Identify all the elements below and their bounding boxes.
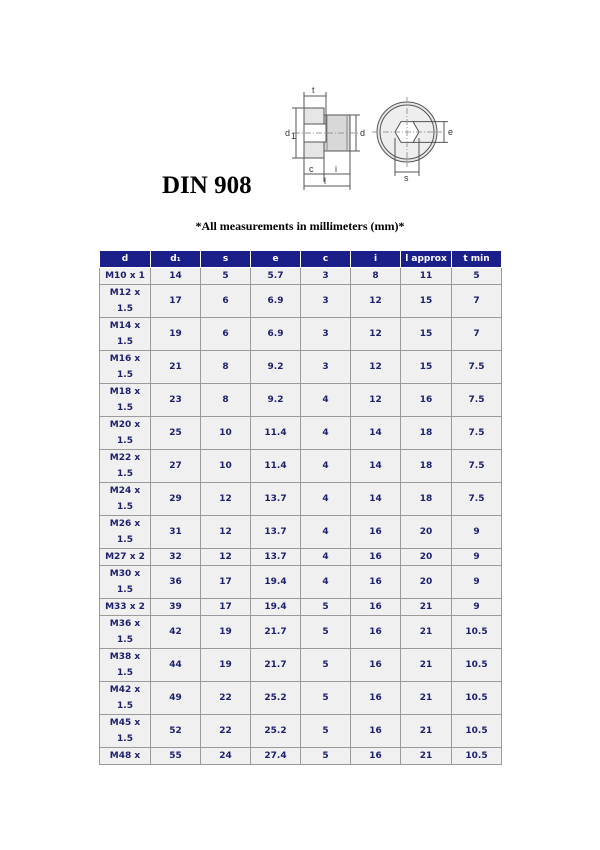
cell-d: M14 x 1.5 bbox=[100, 318, 151, 351]
table-body bbox=[100, 268, 502, 765]
cell-s: 10 bbox=[201, 450, 251, 483]
table-row bbox=[100, 351, 502, 384]
cell-d1: 42 bbox=[151, 616, 201, 649]
cell-e: 11.4 bbox=[251, 417, 301, 450]
cell-s: 6 bbox=[201, 285, 251, 318]
cell-c: 3 bbox=[301, 318, 351, 351]
cell-c: 4 bbox=[301, 384, 351, 417]
cell-t-min: 9 bbox=[452, 516, 502, 549]
header-d: d bbox=[100, 251, 151, 268]
table-row bbox=[100, 268, 502, 285]
cell-d: M30 x 1.5 bbox=[100, 566, 151, 599]
table-row bbox=[100, 599, 502, 616]
cell-i: 16 bbox=[351, 566, 401, 599]
cell-s: 6 bbox=[201, 318, 251, 351]
cell-c: 4 bbox=[301, 549, 351, 566]
header-e: e bbox=[251, 251, 301, 268]
cell-s: 12 bbox=[201, 549, 251, 566]
cell-l-approx: 18 bbox=[401, 450, 452, 483]
cell-d1: 44 bbox=[151, 649, 201, 682]
cell-s: 12 bbox=[201, 516, 251, 549]
cell-s: 5 bbox=[201, 268, 251, 285]
cell-l-approx: 16 bbox=[401, 384, 452, 417]
cell-d: M10 x 1 bbox=[100, 268, 151, 285]
cell-e: 13.7 bbox=[251, 549, 301, 566]
cell-t-min: 7.5 bbox=[452, 384, 502, 417]
cell-c: 4 bbox=[301, 516, 351, 549]
dim-label-d1: d bbox=[285, 128, 291, 138]
cell-l-approx: 18 bbox=[401, 483, 452, 516]
cell-i: 16 bbox=[351, 599, 401, 616]
cell-c: 3 bbox=[301, 285, 351, 318]
units-note: *All measurements in millimeters (mm)* bbox=[195, 219, 405, 233]
cell-i: 16 bbox=[351, 616, 401, 649]
cell-i: 14 bbox=[351, 450, 401, 483]
cell-d: M18 x 1.5 bbox=[100, 384, 151, 417]
cell-d1: 14 bbox=[151, 268, 201, 285]
side-view bbox=[292, 92, 360, 190]
cell-d: M45 x 1.5 bbox=[100, 715, 151, 748]
header-d1: d₁ bbox=[151, 251, 201, 268]
table-row bbox=[100, 417, 502, 450]
cell-c: 5 bbox=[301, 599, 351, 616]
table-row bbox=[100, 682, 502, 715]
cell-e: 6.9 bbox=[251, 285, 301, 318]
cell-t-min: 10.5 bbox=[452, 748, 502, 765]
cell-t-min: 7.5 bbox=[452, 417, 502, 450]
cell-d1: 29 bbox=[151, 483, 201, 516]
table-header-row bbox=[100, 251, 502, 268]
cell-d1: 49 bbox=[151, 682, 201, 715]
cell-l-approx: 11 bbox=[401, 268, 452, 285]
dim-label-d1-sub: 1 bbox=[291, 131, 297, 141]
cell-s: 24 bbox=[201, 748, 251, 765]
cell-s: 12 bbox=[201, 483, 251, 516]
cell-d1: 36 bbox=[151, 566, 201, 599]
cell-s: 22 bbox=[201, 715, 251, 748]
cell-e: 27.4 bbox=[251, 748, 301, 765]
cell-e: 13.7 bbox=[251, 483, 301, 516]
cell-l-approx: 20 bbox=[401, 516, 452, 549]
cell-e: 19.4 bbox=[251, 599, 301, 616]
dim-label-l: l bbox=[324, 176, 326, 186]
cell-i: 16 bbox=[351, 649, 401, 682]
table-row bbox=[100, 549, 502, 566]
cell-d: M24 x 1.5 bbox=[100, 483, 151, 516]
cell-l-approx: 18 bbox=[401, 417, 452, 450]
cell-d: M20 x 1.5 bbox=[100, 417, 151, 450]
cell-c: 5 bbox=[301, 616, 351, 649]
cell-s: 10 bbox=[201, 417, 251, 450]
table-row bbox=[100, 318, 502, 351]
cell-l-approx: 21 bbox=[401, 682, 452, 715]
table-row bbox=[100, 616, 502, 649]
cell-i: 16 bbox=[351, 549, 401, 566]
cell-i: 12 bbox=[351, 384, 401, 417]
header-l-approx: l approx bbox=[401, 251, 452, 268]
din-908-drawing bbox=[272, 82, 472, 194]
table-row bbox=[100, 566, 502, 599]
cell-l-approx: 20 bbox=[401, 549, 452, 566]
cell-t-min: 7.5 bbox=[452, 450, 502, 483]
cell-l-approx: 21 bbox=[401, 649, 452, 682]
cell-d1: 21 bbox=[151, 351, 201, 384]
cell-t-min: 7 bbox=[452, 318, 502, 351]
cell-e: 13.7 bbox=[251, 516, 301, 549]
cell-t-min: 10.5 bbox=[452, 649, 502, 682]
dimensions-table bbox=[99, 250, 502, 765]
cell-c: 3 bbox=[301, 351, 351, 384]
cell-c: 4 bbox=[301, 483, 351, 516]
cell-s: 8 bbox=[201, 351, 251, 384]
cell-s: 22 bbox=[201, 682, 251, 715]
cell-d: M27 x 2 bbox=[100, 549, 151, 566]
cell-d: M22 x 1.5 bbox=[100, 450, 151, 483]
cell-t-min: 9 bbox=[452, 549, 502, 566]
cell-t-min: 5 bbox=[452, 268, 502, 285]
cell-l-approx: 21 bbox=[401, 616, 452, 649]
cell-d1: 39 bbox=[151, 599, 201, 616]
cell-i: 14 bbox=[351, 483, 401, 516]
cell-l-approx: 21 bbox=[401, 748, 452, 765]
cell-i: 12 bbox=[351, 351, 401, 384]
cell-d1: 52 bbox=[151, 715, 201, 748]
cell-d1: 25 bbox=[151, 417, 201, 450]
cell-t-min: 9 bbox=[452, 599, 502, 616]
cell-i: 12 bbox=[351, 318, 401, 351]
cell-e: 9.2 bbox=[251, 384, 301, 417]
dim-label-s: s bbox=[404, 173, 409, 183]
cell-i: 12 bbox=[351, 285, 401, 318]
cell-e: 11.4 bbox=[251, 450, 301, 483]
cell-d: M26 x 1.5 bbox=[100, 516, 151, 549]
cell-e: 25.2 bbox=[251, 715, 301, 748]
cell-e: 5.7 bbox=[251, 268, 301, 285]
cell-e: 19.4 bbox=[251, 566, 301, 599]
cell-s: 19 bbox=[201, 649, 251, 682]
cell-i: 16 bbox=[351, 682, 401, 715]
cell-s: 17 bbox=[201, 566, 251, 599]
cell-e: 25.2 bbox=[251, 682, 301, 715]
cell-e: 9.2 bbox=[251, 351, 301, 384]
cell-d: M16 x 1.5 bbox=[100, 351, 151, 384]
page-title: DIN 908 bbox=[162, 172, 252, 199]
cell-d1: 17 bbox=[151, 285, 201, 318]
cell-c: 5 bbox=[301, 715, 351, 748]
cell-i: 8 bbox=[351, 268, 401, 285]
cell-t-min: 10.5 bbox=[452, 616, 502, 649]
header-s: s bbox=[201, 251, 251, 268]
cell-c: 5 bbox=[301, 748, 351, 765]
end-view bbox=[372, 97, 448, 176]
cell-t-min: 7.5 bbox=[452, 483, 502, 516]
cell-t-min: 9 bbox=[452, 566, 502, 599]
cell-d1: 31 bbox=[151, 516, 201, 549]
cell-d1: 27 bbox=[151, 450, 201, 483]
cell-i: 16 bbox=[351, 748, 401, 765]
dim-label-e: e bbox=[448, 127, 454, 137]
cell-l-approx: 21 bbox=[401, 599, 452, 616]
cell-i: 14 bbox=[351, 417, 401, 450]
header-i: i bbox=[351, 251, 401, 268]
cell-l-approx: 15 bbox=[401, 285, 452, 318]
cell-s: 19 bbox=[201, 616, 251, 649]
cell-e: 21.7 bbox=[251, 616, 301, 649]
cell-d: M36 x 1.5 bbox=[100, 616, 151, 649]
header-c: c bbox=[301, 251, 351, 268]
cell-i: 16 bbox=[351, 516, 401, 549]
cell-c: 4 bbox=[301, 566, 351, 599]
cell-l-approx: 15 bbox=[401, 351, 452, 384]
cell-d1: 19 bbox=[151, 318, 201, 351]
table-row bbox=[100, 285, 502, 318]
cell-e: 21.7 bbox=[251, 649, 301, 682]
cell-t-min: 7 bbox=[452, 285, 502, 318]
table-row bbox=[100, 649, 502, 682]
table-row bbox=[100, 384, 502, 417]
cell-s: 17 bbox=[201, 599, 251, 616]
cell-c: 5 bbox=[301, 682, 351, 715]
cell-s: 8 bbox=[201, 384, 251, 417]
cell-t-min: 10.5 bbox=[452, 682, 502, 715]
cell-c: 5 bbox=[301, 649, 351, 682]
cell-t-min: 10.5 bbox=[452, 715, 502, 748]
cell-d1: 23 bbox=[151, 384, 201, 417]
cell-c: 4 bbox=[301, 450, 351, 483]
table-row bbox=[100, 715, 502, 748]
cell-l-approx: 15 bbox=[401, 318, 452, 351]
table-row bbox=[100, 450, 502, 483]
dim-label-i: i bbox=[335, 164, 337, 174]
table-row bbox=[100, 516, 502, 549]
cell-i: 16 bbox=[351, 715, 401, 748]
cell-d: M48 x bbox=[100, 748, 151, 765]
cell-t-min: 7.5 bbox=[452, 351, 502, 384]
cell-l-approx: 21 bbox=[401, 715, 452, 748]
dim-label-t: t bbox=[312, 85, 315, 95]
dim-label-c: c bbox=[309, 164, 314, 174]
table-row bbox=[100, 748, 502, 765]
header-t-min: t min bbox=[452, 251, 502, 268]
cell-d: M33 x 2 bbox=[100, 599, 151, 616]
cell-c: 4 bbox=[301, 417, 351, 450]
cell-d: M42 x 1.5 bbox=[100, 682, 151, 715]
cell-d: M38 x 1.5 bbox=[100, 649, 151, 682]
cell-e: 6.9 bbox=[251, 318, 301, 351]
cell-c: 3 bbox=[301, 268, 351, 285]
cell-l-approx: 20 bbox=[401, 566, 452, 599]
cell-d: M12 x 1.5 bbox=[100, 285, 151, 318]
table-row bbox=[100, 483, 502, 516]
cell-d1: 32 bbox=[151, 549, 201, 566]
cell-d1: 55 bbox=[151, 748, 201, 765]
dim-label-d: d bbox=[360, 128, 366, 138]
